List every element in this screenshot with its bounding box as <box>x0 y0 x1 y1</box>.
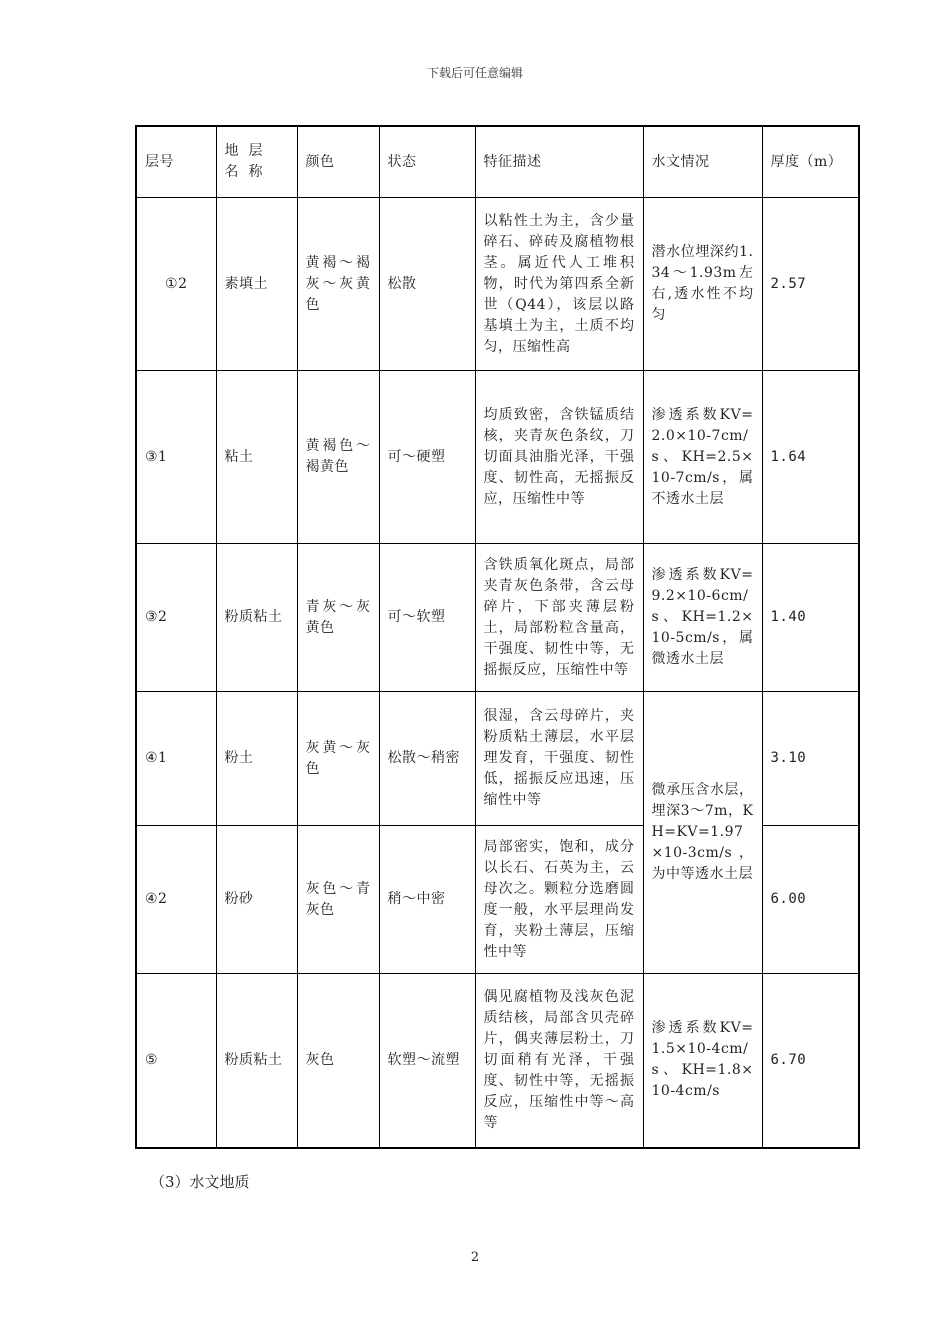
cell-stratum-name: 粉砂 <box>216 826 297 974</box>
cell-description: 很湿，含云母碎片，夹粉质粘土薄层，水平层理发育，干强度、韧性低，摇振反应迅速，压缩性中等 <box>475 692 643 826</box>
cell-state: 软塑～流塑 <box>379 974 475 1148</box>
table-header-row <box>136 126 859 198</box>
header-color: 颜色 <box>297 126 379 198</box>
page-header: 下载后可任意编辑 <box>426 66 523 80</box>
cell-hydrology: 潜水位埋深约1.34～1.93m左右,透水性不均匀 <box>643 198 762 371</box>
cell-description: 偶见腐植物及浅灰色泥质结核，局部含贝壳碎片，偶夹薄层粉土，刀切面稍有光泽，干强度、韧性中等，无摇振反应，压缩性中等～高等 <box>475 974 643 1148</box>
cell-thickness: 6.00 <box>762 826 859 974</box>
header-layer-no: 层号 <box>136 126 216 198</box>
cell-state: 松散～稍密 <box>379 692 475 826</box>
cell-color: 灰色 <box>297 974 379 1148</box>
cell-hydrology: 微承压含水层，埋深3～7m，KH=KV=1.97×10-3cm/s，为中等透水土层 <box>643 692 762 974</box>
table-row <box>136 198 859 371</box>
cell-thickness: 1.64 <box>762 371 859 544</box>
cell-stratum-name: 粘土 <box>216 371 297 544</box>
header-stratum-name: 地层名称 <box>216 126 297 198</box>
cell-thickness: 1.40 <box>762 544 859 692</box>
header-state: 状态 <box>379 126 475 198</box>
cell-state: 稍～中密 <box>379 826 475 974</box>
section-heading: （3）水文地质 <box>150 1173 250 1191</box>
table-row <box>136 371 859 544</box>
cell-stratum-name: 粉质粘土 <box>216 974 297 1148</box>
cell-layer-no: ③1 <box>136 371 216 544</box>
cell-layer-no: ③2 <box>136 544 216 692</box>
cell-layer-no: ⑤ <box>136 974 216 1148</box>
cell-state: 可～软塑 <box>379 544 475 692</box>
cell-state: 可～硬塑 <box>379 371 475 544</box>
cell-state: 松散 <box>379 198 475 371</box>
cell-description: 均质致密，含铁锰质结核，夹青灰色条纹，刀切面具油脂光泽，干强度、韧性高，无摇振反应，压缩性中等 <box>475 371 643 544</box>
cell-color: 灰黄～灰色 <box>297 692 379 826</box>
cell-hydrology: 渗透系数KV=1.5×10-4cm/s、KH=1.8×10-4cm/s <box>643 974 762 1148</box>
header-description: 特征描述 <box>475 126 643 198</box>
cell-layer-no: ①2 <box>136 198 216 371</box>
cell-stratum-name: 粉质粘土 <box>216 544 297 692</box>
header-thickness: 厚度（m） <box>762 126 859 198</box>
cell-thickness: 2.57 <box>762 198 859 371</box>
cell-hydrology: 渗透系数KV=2.0×10-7cm/s、KH=2.5×10-7cm/s，属不透水土层 <box>643 371 762 544</box>
header-hydrology: 水文情况 <box>643 126 762 198</box>
cell-stratum-name: 粉土 <box>216 692 297 826</box>
strata-table <box>135 125 860 1149</box>
cell-color: 灰色～青灰色 <box>297 826 379 974</box>
page-number: 2 <box>470 1250 480 1265</box>
table-row <box>136 544 859 692</box>
cell-color: 黄褐～褐灰～灰黄色 <box>297 198 379 371</box>
cell-stratum-name: 素填土 <box>216 198 297 371</box>
cell-thickness: 6.70 <box>762 974 859 1148</box>
table-row <box>136 692 859 826</box>
table-row <box>136 974 859 1148</box>
cell-layer-no: ④1 <box>136 692 216 826</box>
cell-description: 以粘性土为主，含少量碎石、碎砖及腐植物根茎。属近代人工堆积物，时代为第四系全新世（Q44），该层以路基填土为主，土质不均匀，压缩性高 <box>475 198 643 371</box>
cell-thickness: 3.10 <box>762 692 859 826</box>
cell-layer-no: ④2 <box>136 826 216 974</box>
cell-hydrology: 渗透系数KV=9.2×10-6cm/s、KH=1.2×10-5cm/s，属微透水土层 <box>643 544 762 692</box>
cell-color: 黄褐色～褐黄色 <box>297 371 379 544</box>
cell-description: 含铁质氧化斑点，局部夹青灰色条带，含云母碎片，下部夹薄层粉土，局部粉粒含量高，干强度、韧性中等，无摇振反应，压缩性中等 <box>475 544 643 692</box>
cell-description: 局部密实，饱和，成分以长石、石英为主，云母次之。颗粒分选磨圆度一般，水平层理尚发育，夹粉土薄层，压缩性中等 <box>475 826 643 974</box>
cell-color: 青灰～灰黄色 <box>297 544 379 692</box>
